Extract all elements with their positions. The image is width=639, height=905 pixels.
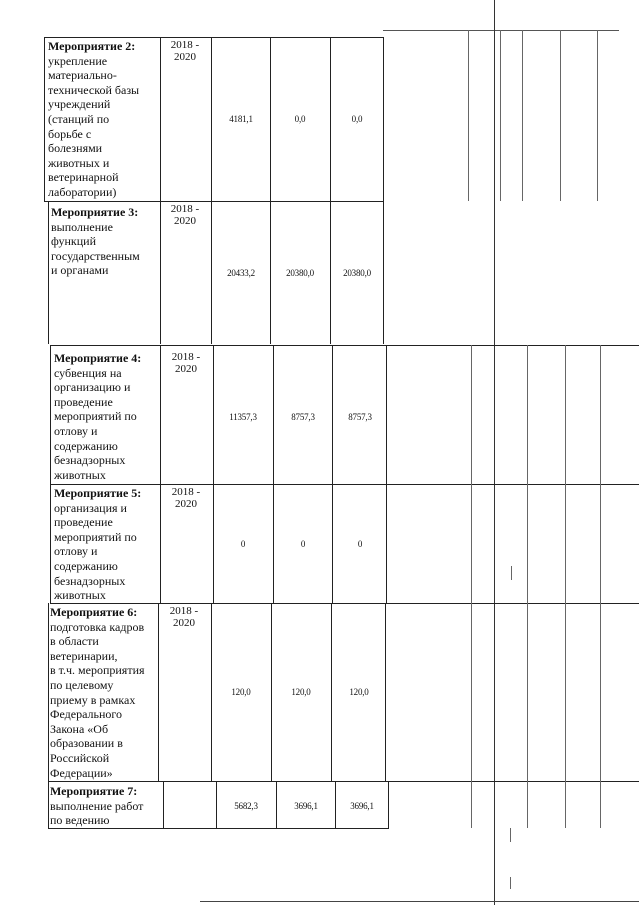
row-line: Федерации»	[50, 765, 113, 780]
row-line: в т.ч. мероприятия	[50, 663, 145, 678]
row-line: и органами	[51, 263, 109, 278]
period-end: 2020	[175, 363, 197, 375]
value-cell: 0	[300, 539, 306, 549]
row-line: безнадзорных	[54, 573, 126, 588]
row-line: организация и	[54, 500, 127, 515]
row-line: подготовка кадров	[50, 619, 145, 634]
period-cell	[161, 486, 211, 510]
value-cell: 20433,2	[227, 268, 255, 278]
row-line: (станций по	[48, 111, 110, 126]
row-line: Закона «Об	[50, 721, 109, 736]
row-line: функций	[51, 234, 96, 249]
value-cell: 3696,1	[350, 801, 374, 811]
table-row	[50, 784, 143, 828]
value-cell: 0,0	[294, 114, 306, 124]
value-cell: 20380,0	[343, 268, 371, 278]
period-end: 2020	[175, 498, 197, 510]
row-line: материально-	[48, 68, 117, 83]
row-line: проведение	[54, 515, 113, 530]
table-row	[54, 486, 141, 603]
value-cell: 8757,3	[291, 412, 315, 422]
table-row	[54, 351, 141, 482]
row-title: Мероприятие 5:	[54, 486, 142, 500]
row-line: образовании в	[50, 736, 123, 751]
table-row	[50, 605, 145, 780]
value-cell: 0	[357, 539, 363, 549]
value-cell: 8757,3	[348, 412, 372, 422]
value-cell: 20380,0	[286, 268, 314, 278]
row-line: выполнение	[51, 219, 113, 234]
row-line: животных	[54, 588, 106, 603]
value-cell: 3696,1	[294, 801, 318, 811]
row-line: животных и	[48, 155, 110, 170]
row-line: организацию и	[54, 380, 131, 395]
row-line: ветеринарной	[48, 170, 119, 185]
period-cell	[160, 203, 210, 227]
row-line: содержанию	[54, 558, 118, 573]
table-row	[51, 205, 140, 278]
row-line: безнадзорных	[54, 453, 126, 468]
row-title: Мероприятие 6:	[50, 605, 138, 619]
period-end: 2020	[173, 617, 195, 629]
row-line: по ведению	[50, 813, 110, 828]
row-line: проведение	[54, 394, 113, 409]
value-cell: 0,0	[351, 114, 363, 124]
period-cell	[161, 351, 211, 375]
row-line: мероприятий по	[54, 409, 137, 424]
row-title: Мероприятие 4:	[54, 351, 142, 365]
period-end: 2020	[174, 51, 196, 63]
period-start: 2018 -	[170, 39, 200, 51]
row-line: учреждений	[48, 97, 111, 112]
row-line: государственным	[51, 248, 140, 263]
row-line: выполнение работ	[50, 798, 144, 813]
row-line: Федерального	[50, 707, 123, 722]
row-line: укрепление	[48, 53, 108, 68]
row-line: болезнями	[48, 141, 103, 156]
period-end: 2020	[174, 215, 196, 227]
row-line: Российской	[50, 750, 110, 765]
value-cell: 0	[240, 539, 246, 549]
period-start: 2018 -	[169, 605, 199, 617]
period-start: 2018 -	[170, 203, 200, 215]
row-line: технической базы	[48, 82, 140, 97]
value-cell: 4181,1	[229, 114, 253, 124]
row-line: отлову и	[54, 544, 98, 559]
value-cell: 11357,3	[229, 412, 257, 422]
row-line: по целевому	[50, 677, 114, 692]
period-start: 2018 -	[171, 486, 201, 498]
row-line: отлову и	[54, 423, 98, 438]
value-cell: 120,0	[291, 687, 311, 697]
row-title: Мероприятие 7:	[50, 784, 138, 798]
value-cell: 5682,3	[234, 801, 258, 811]
row-line: борьбе с	[48, 126, 92, 141]
page-fold-line	[494, 0, 495, 905]
row-title: Мероприятие 2:	[48, 39, 136, 53]
row-title: Мероприятие 3:	[51, 205, 139, 219]
period-start: 2018 -	[171, 351, 201, 363]
value-cell: 120,0	[231, 687, 251, 697]
period-cell	[160, 39, 210, 63]
value-cell: 120,0	[349, 687, 369, 697]
row-line: животных	[54, 467, 106, 482]
row-line: в области	[50, 634, 99, 649]
row-line: мероприятий по	[54, 529, 137, 544]
row-line: приему в рамках	[50, 692, 136, 707]
period-cell	[159, 605, 209, 629]
row-line: лаборатории)	[48, 184, 117, 199]
table-row	[48, 39, 139, 200]
row-line: содержанию	[54, 438, 118, 453]
row-line: ветеринарии,	[50, 648, 118, 663]
row-line: субвенция на	[54, 365, 122, 380]
